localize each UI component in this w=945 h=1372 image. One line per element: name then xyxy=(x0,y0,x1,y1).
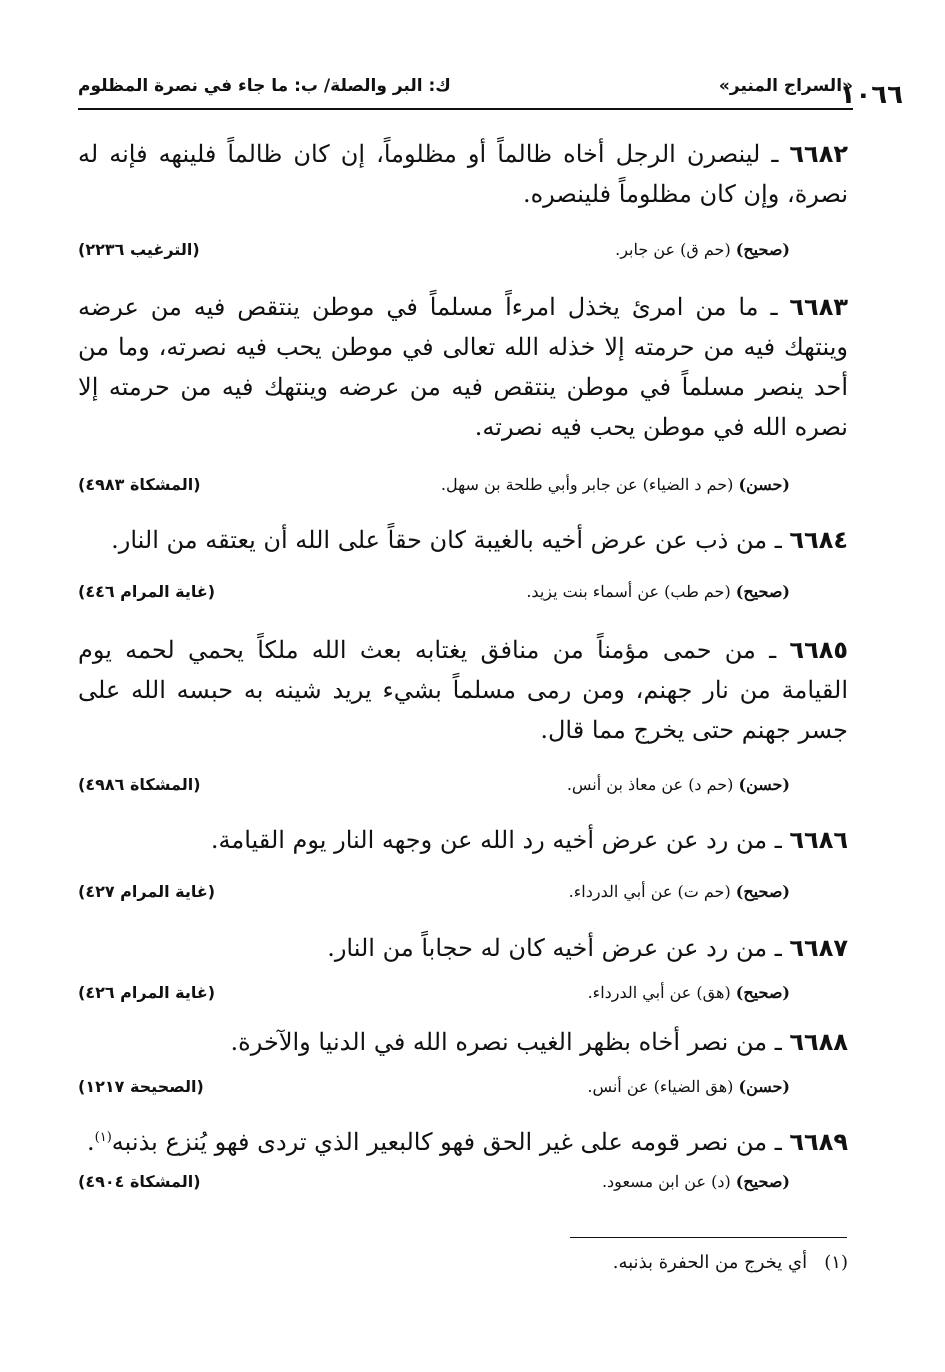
hadith-text: من حمى مؤمناً من منافق يغتابه بعث الله ملكاً يحمي لحمه يوم القيامة من نار جهنم، ومن رمى مسلماً بشيء يريد شينه به حبسه الله على جسر جهنم حتى يخرج مما قال. xyxy=(78,636,848,744)
hadith-source xyxy=(78,1077,790,1107)
hadith-entry: ٦٦٨٩ ـ من نصر قومه على غير الحق فهو كالبعير الذي تردى فهو يُنزع بذنبه$^{(١)}$. xyxy=(87,1128,848,1156)
hadith-text-end: . xyxy=(87,1128,95,1156)
hadith-number: ٦٦٨٨ xyxy=(789,1028,848,1056)
hadith-number: ٦٦٨٦ xyxy=(789,826,848,854)
hadith-entry: ٦٦٨٥ ـ من حمى مؤمناً من منافق يغتابه بعث الله ملكاً يحمي لحمه يوم القيامة من نار جهنم، ومن رمى مسلماً بشيء يريد شينه به حبسه الله على جسر جهنم حتى يخرج مما قال. xyxy=(78,636,849,744)
hadith-number: ٦٦٨٢ xyxy=(789,140,848,168)
hadith-attribution: (د) عن ابن مسعود. xyxy=(601,1172,731,1191)
hadith-attribution: (هق الضياء) عن أنس. xyxy=(587,1077,734,1096)
hadith-number: ٦٦٨٥ xyxy=(789,636,849,664)
hadith-reference: (غاية المرام ٤٤٦) xyxy=(78,582,216,601)
hadith-attribution: (حم د الضياء) عن جابر وأبي طلحة بن سهل. xyxy=(440,475,734,494)
hadith-source xyxy=(78,882,790,912)
footnote-text: أي يخرج من الحفرة بذنبه. xyxy=(612,1252,808,1273)
hadith-text: من نصر قومه على غير الحق فهو كالبعير الذي تردى فهو يُنزع بذنبه xyxy=(111,1128,768,1156)
hadith-text: من رد عن عرض أخيه كان له حجاباً من النار. xyxy=(327,934,768,962)
hadith-number: ٦٦٨٧ xyxy=(789,934,848,962)
hadith-text: ما من امرئ يخذل امرءاً مسلماً في موطن ينتقص فيه من عرضه وينتهك فيه من حرمته إلا خذله الله تعالى في موطن يحب فيه نصرته، وما من أحد ينصر مسلماً في موطن ينتقص فيه من عرضه وينتهك فيه من حرمته إلا نصره الله في موطن يحب فيه نصرته. xyxy=(78,293,849,441)
hadith-attribution: (حم ق) عن جابر. xyxy=(615,240,731,259)
hadith-entry: ٦٦٨٣ ـ ما من امرئ يخذل امرءاً مسلماً في موطن ينتقص فيه من عرضه وينتهك فيه من حرمته إلا خذله الله تعالى في موطن يحب فيه نصرته، وما من أحد ينصر مسلماً في موطن ينتقص فيه من عرضه وينتهك فيه من حرمته إلا نصره الله في موطن يحب فيه نصرته. xyxy=(78,293,849,441)
hadith-entry: ٦٦٨٢ ـ لينصرن الرجل أخاه ظالماً أو مظلوماً، إن كان ظالماً فلينهه فإنه له نصرة، وإن كان مظلوماً فلينصره. xyxy=(78,140,848,208)
hadith-grade: (صحيح) xyxy=(735,882,790,901)
hadith-source xyxy=(78,582,790,612)
hadith-grade: (صحيح) xyxy=(735,240,790,259)
hadith-reference: (الصحيحة ١٢١٧) xyxy=(78,1077,204,1096)
hadith-entry: ٦٦٨٧ ـ من رد عن عرض أخيه كان له حجاباً من النار. xyxy=(327,934,848,962)
hadith-reference: (المشكاة ٤٩٠٤) xyxy=(78,1172,201,1191)
hadith-reference: (المشكاة ٤٩٨٦) xyxy=(78,775,201,794)
footnote-rule xyxy=(570,1237,847,1238)
footnote xyxy=(400,1252,848,1273)
section-title: ك: البر والصلة/ ب: ما جاء في نصرة المظلوم xyxy=(78,76,451,96)
hadith-number: ٦٦٨٤ xyxy=(789,526,848,554)
hadith-attribution: (هق) عن أبي الدرداء. xyxy=(587,983,731,1002)
hadith-source xyxy=(78,240,790,270)
hadith-text: لينصرن الرجل أخاه ظالماً أو مظلوماً، إن كان ظالماً فلينهه فإنه له نصرة، وإن كان مظلوماً فلينصره. xyxy=(78,140,848,208)
hadith-source xyxy=(78,1172,790,1202)
hadith-source xyxy=(78,775,790,805)
hadith-grade: (حسن) xyxy=(738,775,790,794)
hadith-entry: ٦٦٨٨ ـ من نصر أخاه بظهر الغيب نصره الله في الدنيا والآخرة. xyxy=(230,1028,848,1056)
hadith-source xyxy=(78,983,790,1013)
footnote-marker: (١) xyxy=(94,1130,112,1145)
footnote-number: (١) xyxy=(824,1252,848,1273)
book-title: «السراج المنير» xyxy=(718,76,853,96)
hadith-text: من نصر أخاه بظهر الغيب نصره الله في الدنيا والآخرة. xyxy=(230,1028,768,1056)
hadith-text: من ذب عن عرض أخيه بالغيبة كان حقاً على الله أن يعتقه من النار. xyxy=(111,526,768,554)
hadith-source xyxy=(78,475,790,505)
hadith-attribution: (حم ت) عن أبي الدرداء. xyxy=(568,882,731,901)
hadith-text: من رد عن عرض أخيه رد الله عن وجهه النار يوم القيامة. xyxy=(210,826,768,854)
hadith-grade: (حسن) xyxy=(738,475,790,494)
hadith-grade: (صحيح) xyxy=(735,983,790,1002)
hadith-grade: (صحيح) xyxy=(735,1172,790,1191)
hadith-attribution: (حم طب) عن أسماء بنت يزيد. xyxy=(526,582,731,601)
hadith-reference: (غاية المرام ٤٢٧) xyxy=(78,882,216,901)
hadith-number: ٦٦٨٩ xyxy=(789,1128,848,1156)
hadith-reference: (المشكاة ٤٩٨٣) xyxy=(78,475,201,494)
hadith-attribution: (حم د) عن معاذ بن أنس. xyxy=(566,775,734,794)
hadith-grade: (حسن) xyxy=(738,1077,790,1096)
hadith-entry: ٦٦٨٦ ـ من رد عن عرض أخيه رد الله عن وجهه النار يوم القيامة. xyxy=(210,826,848,854)
page-number: ١٠٦٦ xyxy=(839,80,903,110)
page-header xyxy=(78,72,903,112)
hadith-number: ٦٦٨٣ xyxy=(789,293,848,321)
header-rule xyxy=(78,108,853,110)
hadith-grade: (صحيح) xyxy=(735,582,790,601)
hadith-entry: ٦٦٨٤ ـ من ذب عن عرض أخيه بالغيبة كان حقاً على الله أن يعتقه من النار. xyxy=(111,526,848,554)
hadith-reference: (الترغيب ٢٢٣٦) xyxy=(78,240,200,259)
hadith-reference: (غاية المرام ٤٢٦) xyxy=(78,983,216,1002)
